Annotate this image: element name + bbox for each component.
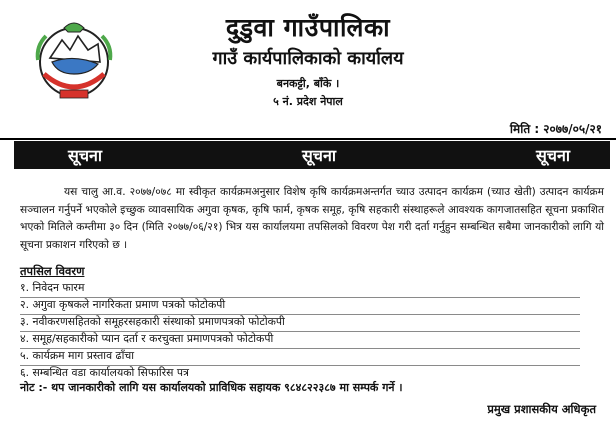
office-address: बनकट्टी, बाँके । [276, 77, 340, 90]
header-divider [0, 138, 616, 140]
signing-officer: प्रमुख प्रशासकीय अधिकृत [487, 402, 596, 416]
details-item-6: ६. सम्बन्धित वडा कार्यालयको सिफारिस पत्र [20, 366, 189, 379]
details-item-1: १. निवेदन फारम [20, 280, 580, 295]
office-name: गाउँ कार्यपालिकाको कार्यालय [212, 48, 404, 69]
province-name: ५ नं. प्रदेश नेपाल [273, 95, 343, 108]
municipality-title: दुडुवा गाउँपालिका [225, 13, 391, 42]
details-item-4: ४. समूह/सहकारीको प्यान दर्ता र करचुक्ता प्रमाणपत्रको फोटोकपी [20, 331, 580, 346]
banner-word-center: सूचना [301, 146, 336, 165]
details-item-5: ५. कार्यक्रम माग प्रस्ताव ढाँचा [20, 348, 580, 363]
details-title: तपसिल विवरण [20, 264, 85, 278]
notice-banner [14, 141, 610, 169]
contact-note: नोट :- थप जानकारीको लागि यस कार्यालयको प्राविधिक सहायक ९८४८२२३८७ मा सम्पर्क गर्ने । [20, 381, 403, 394]
details-item-3: ३. नवीकरणसहितको समूहरसहकारी संस्थाको प्रमाणपत्रको फोटोकपी [20, 314, 580, 329]
notice-date: मिति : २०७७/०५/२१ [509, 122, 602, 136]
banner-word-right: सूचना [535, 146, 570, 165]
details-item-2: २. अगुवा कृषकले नागरिकता प्रमाण पत्रको फोटोकपी [20, 297, 580, 312]
banner-word-left: सूचना [68, 146, 103, 165]
notice-paragraph: यस चालु आ.व. २०७७/०७८ मा स्वीकृत कार्यक्रमअनुसार विशेष कृषि कार्यक्रमअन्तर्गत च्याउ उत्पादन कार्यक्रम (च्याउ खेती) उत्पादन कार्यक्रम सञ्चालन गर्नुपर्ने भएकोले इच्छुक व्यावसायिक अगुवा कृषक, कृषि फार्म, कृषक समूह, कृषि सहकारी संस्थाहरूले आवश्यक कागजातसहित सूचना प्रकाशित भएको मितिले कम्तीमा ३० दिन (मिति २०७७/०६/२१) भित्र यस कार्यालयमा तपसिलको विवरण पेश गरी दर्ता गर्नुहुन सम्बन्धित सबैमा जानकारीको लागि यो सूचना प्रकाशन गरिएको छ । [20, 186, 604, 251]
